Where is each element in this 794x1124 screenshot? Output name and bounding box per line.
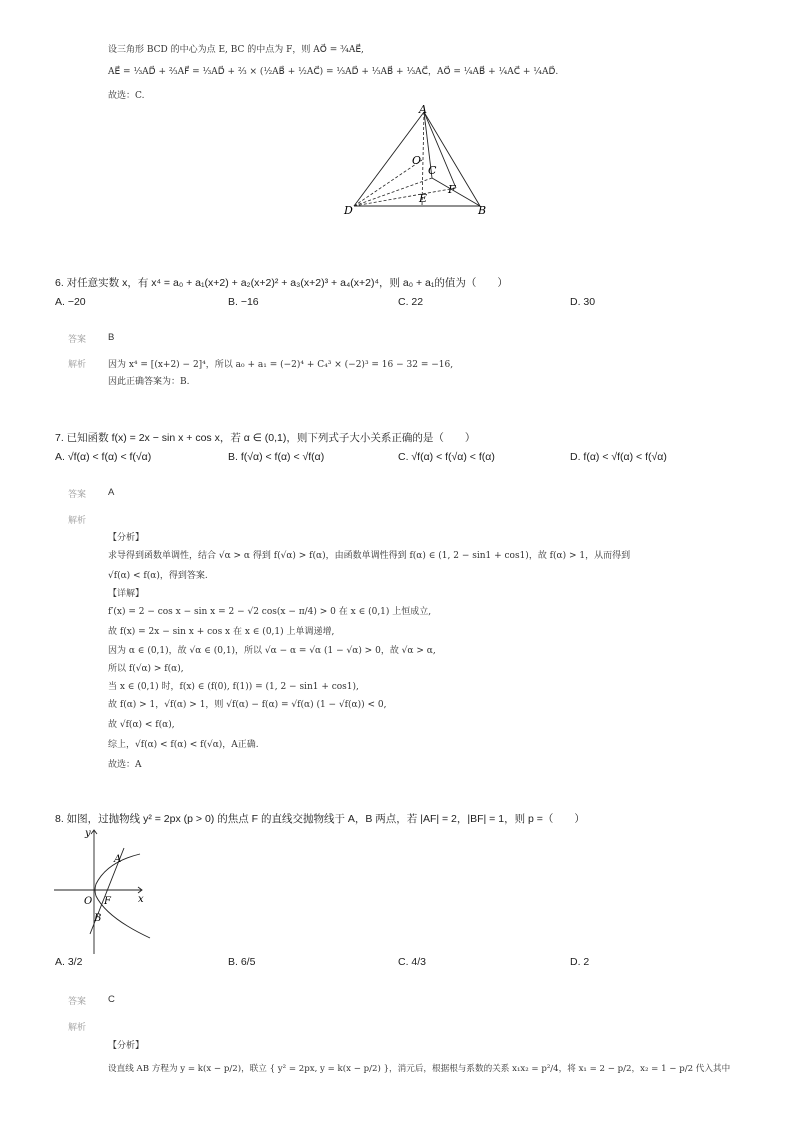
- option-d[interactable]: D. f(α) < √f(α) < f(√α): [570, 451, 667, 463]
- option-c[interactable]: C. √f(α) < f(√α) < f(α): [398, 451, 495, 463]
- option-b[interactable]: B. 6/5: [228, 956, 256, 968]
- point-label: F: [104, 896, 111, 907]
- analysis-line: 故 f(α) > 1，√f(α) > 1，则 √f(α) − f(α) = √f(α) (1 − √f(α)) < 0,: [108, 700, 387, 710]
- option-a[interactable]: A. √f(α) < f(α) < f(√α): [55, 451, 152, 463]
- option-c[interactable]: C. 22: [398, 296, 424, 308]
- vertex-label: D: [344, 204, 353, 217]
- analysis-line: 当 x ∈ (0,1) 时，f(x) ∈ (f(0), f(1)) = (1, 2 − sin1 + cos1),: [108, 682, 359, 692]
- analysis-line: 设直线 AB 方程为 y = k(x − p/2)，联立 { y² = 2px, y = k(x − p/2) }，消元后，根据根与系数的关系 x₁x₂ = p²/4，将 x₁ = 2 − p/2，x₂ = 1 − p/2 代入其中: [108, 1064, 731, 1074]
- parabola-figure: [52, 826, 152, 956]
- solution-line: 故选：C.: [108, 91, 145, 101]
- analysis-line: 【分析】: [108, 1041, 145, 1051]
- answer-label: 答案: [68, 489, 87, 499]
- analysis-line: 综上，√f(α) < f(α) < f(√α)，A正确.: [108, 740, 259, 750]
- point-label: B: [94, 913, 102, 924]
- solution-line: 设三角形 BCD 的中心为点 E, BC 的中点为 F，则 AO⃗ = ¾AE⃗,: [108, 45, 364, 55]
- vertex-label: C: [428, 164, 437, 177]
- analysis-line: 【详解】: [108, 589, 145, 599]
- analysis-label: 解析: [68, 359, 87, 369]
- analysis-line: 故 f(x) = 2x − sin x + cos x 在 x ∈ (0,1) 上单调递增,: [108, 627, 335, 637]
- answer-value: A: [108, 487, 115, 498]
- analysis-line: 因为 x⁴ = [(x+2) − 2]⁴，所以 a₀ + a₁ = (−2)⁴ + C₄³ × (−2)³ = 16 − 32 = −16,: [108, 360, 454, 370]
- option-d[interactable]: D. 2: [570, 956, 590, 968]
- answer-label: 答案: [68, 996, 87, 1006]
- analysis-line: 故选：A: [108, 760, 142, 770]
- analysis-line: f′(x) = 2 − cos x − sin x = 2 − √2 cos(x − π/4) > 0 在 x ∈ (0,1) 上恒成立,: [108, 607, 432, 617]
- analysis-label: 解析: [68, 515, 87, 525]
- analysis-line: √f(α) < f(α)，得到答案.: [108, 571, 208, 581]
- analysis-line: 求导得到函数单调性，结合 √α > α 得到 f(√α) > f(α)，由函数单调性得到 f(α) ∈ (1, 2 − sin1 + cos1)，故 f(α) > 1，从而得到: [108, 551, 631, 561]
- vertex-label: E: [419, 192, 428, 205]
- axis-label: y: [85, 828, 91, 839]
- answer-value: B: [108, 332, 115, 343]
- analysis-line: 因为 α ∈ (0,1)，故 √α ∈ (0,1)，所以 √α − α = √α (1 − √α) > 0，故 √α > α,: [108, 646, 436, 656]
- option-a[interactable]: A. 3/2: [55, 956, 83, 968]
- question-stem: 7. 已知函数 f(x) = 2x − sin x + cos x，若 α ∈ (0,1)，则下列式子大小关系正确的是（ ）: [55, 432, 476, 444]
- option-b[interactable]: B. f(√α) < f(α) < √f(α): [228, 451, 325, 463]
- point-label: A: [114, 854, 122, 865]
- solution-line: AE⃗ = ⅓AD⃗ + ⅔AF⃗ = ⅓AD⃗ + ⅔ × (½AB⃗ + ½AC⃗) = ⅓AD⃗ + ⅓AB⃗ + ⅓AC⃗，AO⃗ = ¼AB⃗ + ¼AC⃗ + ¼AD⃗.: [108, 67, 559, 77]
- vertex-label: B: [478, 204, 487, 217]
- answer-value: C: [108, 994, 115, 1005]
- analysis-line: 所以 f(√α) > f(α),: [108, 664, 184, 674]
- vertex-label: O: [412, 154, 422, 167]
- answer-label: 答案: [68, 334, 87, 344]
- analysis-line: 故 √f(α) < f(α),: [108, 720, 175, 730]
- option-d[interactable]: D. 30: [570, 296, 596, 308]
- analysis-label: 解析: [68, 1022, 87, 1032]
- question-stem: 8. 如图，过抛物线 y² = 2px (p > 0) 的焦点 F 的直线交抛物线于 A，B 两点，若 |AF| = 2，|BF| = 1，则 p =（ ）: [55, 813, 585, 825]
- analysis-line: 因此正确答案为：B.: [108, 377, 190, 387]
- point-label: O: [84, 896, 93, 907]
- analysis-line: 【分析】: [108, 533, 145, 543]
- question-stem: 6. 对任意实数 x，有 x⁴ = a₀ + a₁(x+2) + a₂(x+2)² + a₃(x+2)³ + a₄(x+2)⁴，则 a₀ + a₁的值为（ ）: [55, 277, 508, 289]
- option-a[interactable]: A. −20: [55, 296, 86, 308]
- option-b[interactable]: B. −16: [228, 296, 259, 308]
- option-c[interactable]: C. 4/3: [398, 956, 427, 968]
- axis-label: x: [138, 894, 144, 905]
- tetrahedron-figure: [340, 100, 490, 218]
- vertex-label: A: [419, 103, 427, 116]
- vertex-label: F: [448, 183, 456, 196]
